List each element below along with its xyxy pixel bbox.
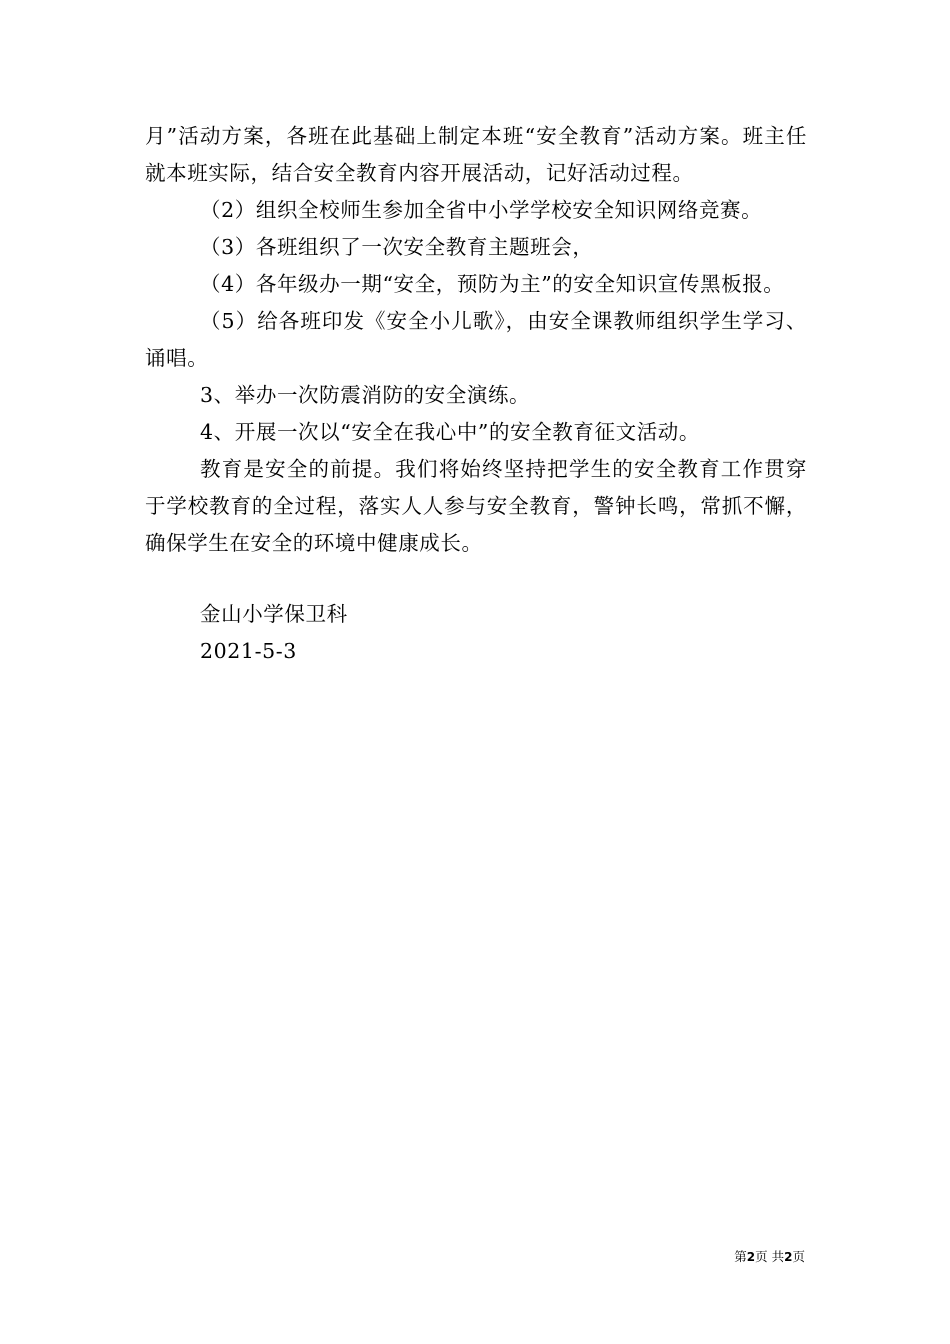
signature-organization: 金山小学保卫科 [200, 602, 348, 626]
paragraph-item-3: （3）各班组织了一次安全教育主题班会， [200, 235, 594, 259]
footer-total-pages: 2 [784, 1250, 793, 1264]
paragraph-item-5: （5）给各班印发《安全小儿歌》，由安全课教师组织学生学习、诵唱。 [145, 309, 807, 370]
document-body [145, 118, 807, 562]
paragraph-item-2: （2）组织全校师生参加全省中小学学校安全知识网络竞赛。 [200, 198, 763, 222]
paragraph-item-4: （4）各年级办一期“安全，预防为主”的安全知识宣传黑板报。 [200, 272, 785, 296]
paragraph-section-3: 3、举办一次防震消防的安全演练。 [200, 383, 531, 407]
footer-current-page: 2 [746, 1250, 756, 1264]
paragraph-conclusion: 教育是安全的前提。我们将始终坚持把学生的安全教育工作贯穿于学校教育的全过程，落实人人参与安全教育，警钟长鸣，常抓不懈，确保学生在安全的环境中健康成长。 [145, 457, 807, 555]
footer-prefix: 第 [734, 1249, 747, 1264]
page-footer [734, 1248, 805, 1266]
footer-middle: 页 共 [755, 1249, 785, 1264]
signature-date: 2021-5-3 [200, 639, 297, 663]
footer-suffix: 页 [792, 1249, 805, 1264]
paragraph-section-4: 4、开展一次以“安全在我心中”的安全教育征文活动。 [200, 420, 701, 444]
paragraph-continuation: 月”活动方案，各班在此基础上制定本班“安全教育”活动方案。班主任就本班实际，结合安全教育内容开展活动，记好活动过程。 [145, 124, 807, 185]
